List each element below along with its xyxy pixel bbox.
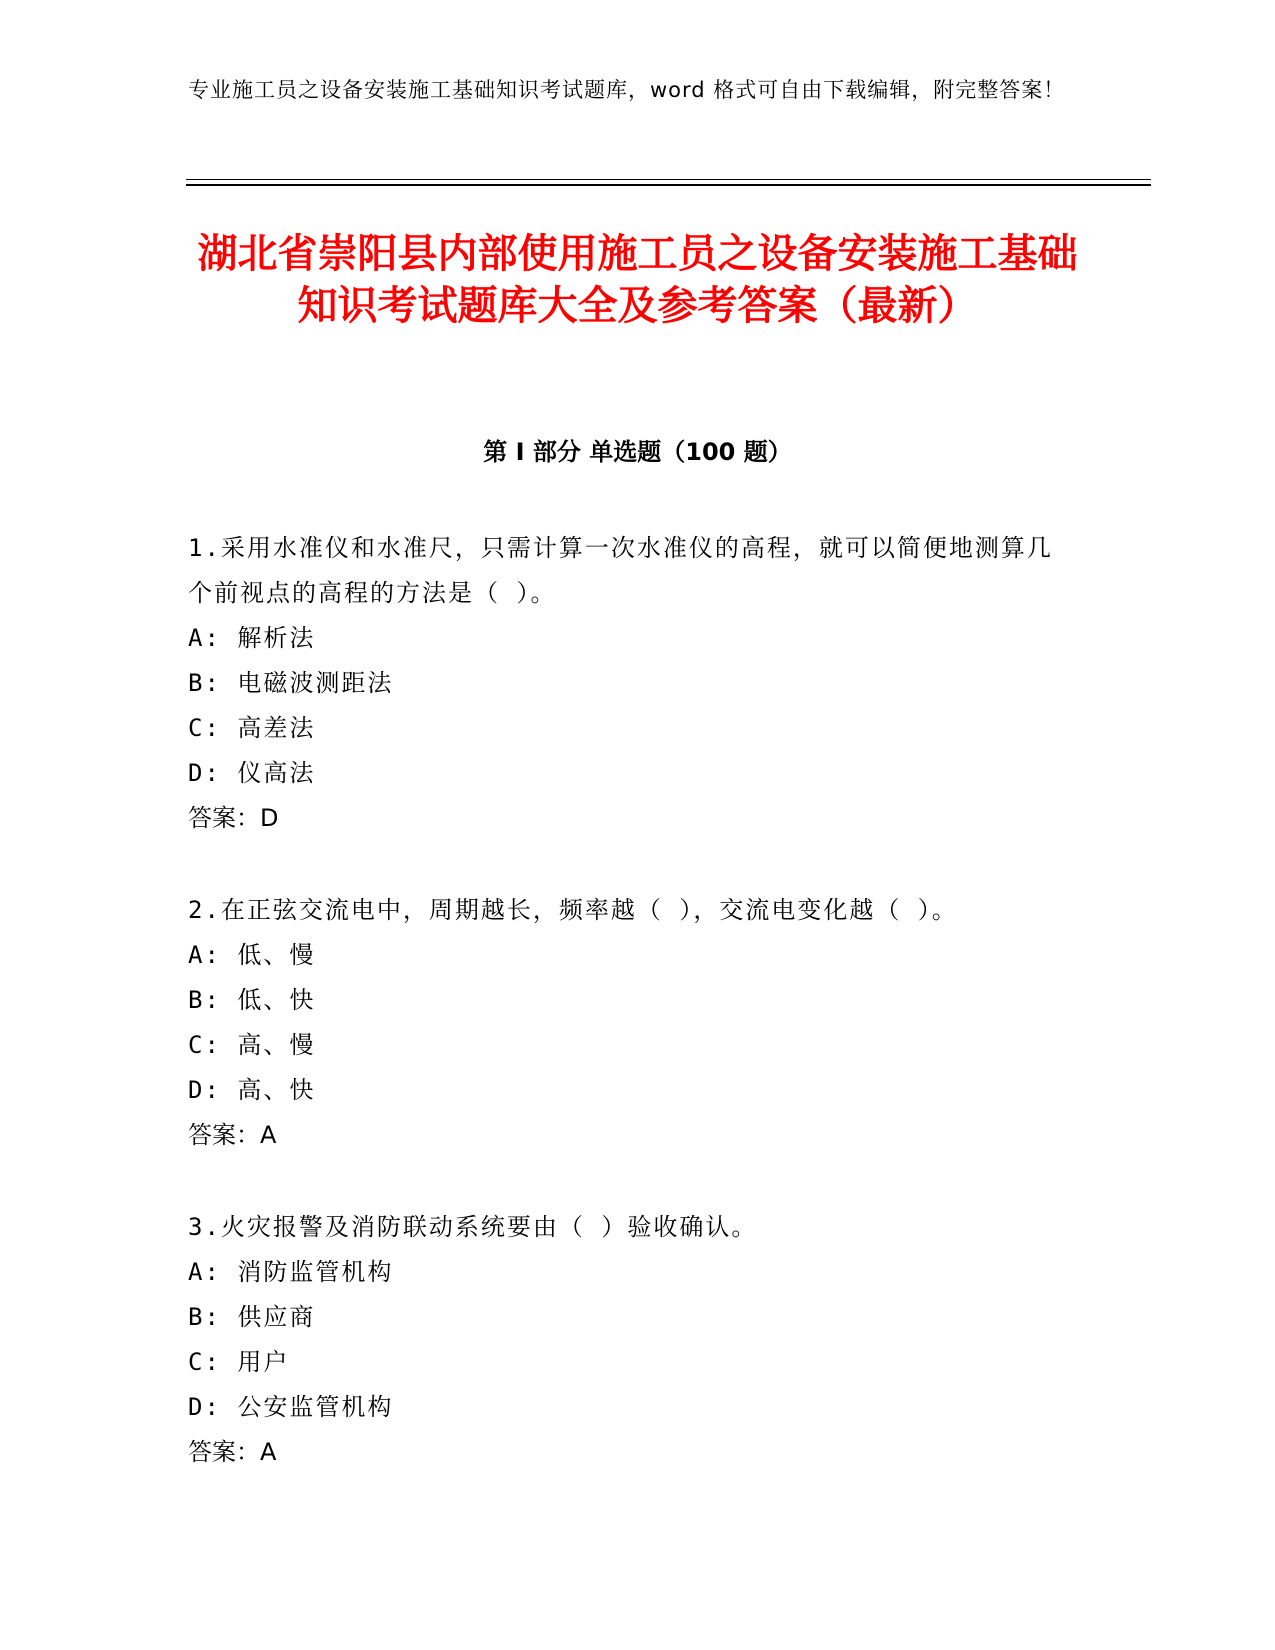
option-a: A: 消防监管机构 xyxy=(188,1258,394,1286)
question-stem: 2.在正弦交流电中，周期越长，频率越（ ），交流电变化越（ ）。 xyxy=(188,896,958,924)
answer: 答案：A xyxy=(188,1121,277,1149)
option-d: D: 仪高法 xyxy=(188,759,316,787)
option-c: C: 用户 xyxy=(188,1348,290,1376)
question-1 xyxy=(188,526,1068,841)
option-a: A: 低、慢 xyxy=(188,941,316,969)
document-title: 湖北省崇阳县内部使用施工员之设备安装施工基础知识考试题库大全及参考答案（最新） xyxy=(197,231,1078,329)
option-c: C: 高差法 xyxy=(188,714,316,742)
answer: 答案：A xyxy=(188,1438,277,1466)
question-stem: 1.采用水准仪和水准尺，只需计算一次水准仪的高程，就可以简便地测算几个前视点的高程的方法是（ ）。 xyxy=(188,534,1053,607)
option-b: B: 电磁波测距法 xyxy=(188,669,394,697)
header-note: 专业施工员之设备安装施工基础知识考试题库，word 格式可自由下载编辑，附完整答案！ xyxy=(188,78,1066,102)
question-list xyxy=(188,526,1068,1522)
section-title: 第 I 部分 单选题（100 题） xyxy=(483,438,792,466)
option-c: C: 高、慢 xyxy=(188,1031,316,1059)
question-2 xyxy=(188,888,1068,1158)
option-b: B: 供应商 xyxy=(188,1303,316,1331)
option-a: A: 解析法 xyxy=(188,624,316,652)
answer: 答案：D xyxy=(188,804,279,832)
option-d: D: 公安监管机构 xyxy=(188,1393,394,1421)
option-d: D: 高、快 xyxy=(188,1076,316,1104)
question-3 xyxy=(188,1205,1068,1475)
question-stem: 3.火灾报警及消防联动系统要由（ ）验收确认。 xyxy=(188,1213,758,1241)
header-divider-thick xyxy=(186,184,1151,186)
option-b: B: 低、快 xyxy=(188,986,316,1014)
header-divider-thin xyxy=(186,179,1151,180)
